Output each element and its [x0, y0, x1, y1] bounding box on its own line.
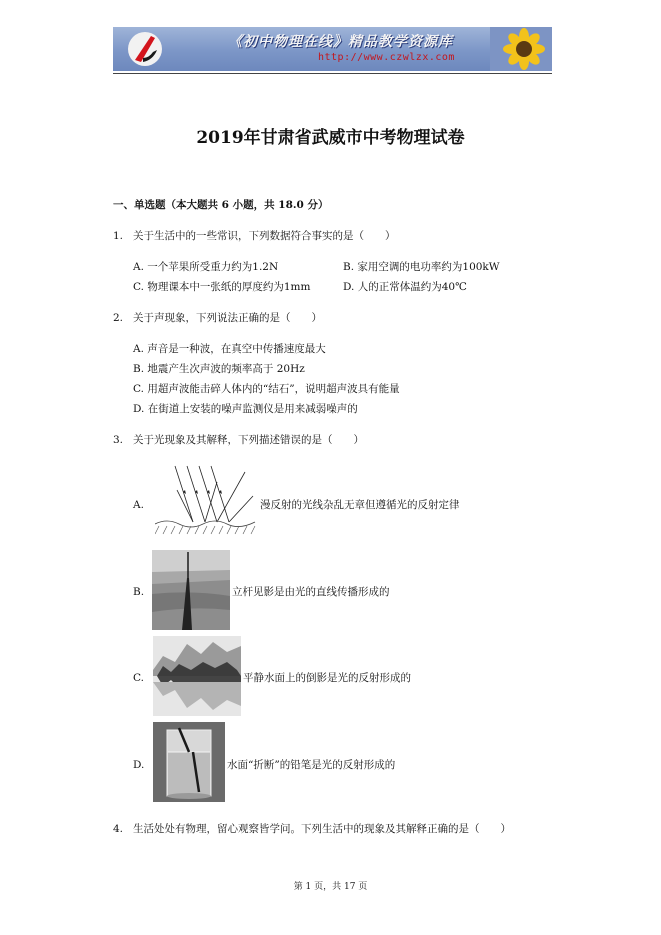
page-footer: 第 1 页，共 17 页 [293, 882, 368, 892]
option-b-letter: B. [133, 586, 145, 598]
option-d-text: 水面“折断”的铅笔是光的反射形成的 [227, 759, 396, 771]
option-c-letter: C. [133, 672, 144, 684]
exam-title: 2019年甘肃省武威市中考物理试卷 [196, 128, 465, 148]
option-b: B. 家用空调的电功率约为100kW [343, 261, 500, 273]
option-b-text: 立杆见影是由光的直线传播形成的 [232, 586, 390, 598]
banner-url: http://www.czwlzx.com [318, 52, 455, 63]
section-heading: 一、单选题（本大题共 6 小题，共 18.0 分） [113, 199, 329, 211]
sunflower-icon [490, 27, 552, 71]
question-stem: 生活处处有物理，留心观察皆学问。下列生活中的现象及其解释正确的是（ ） [133, 823, 511, 835]
site-logo-icon [125, 30, 165, 68]
question-number: 2. [113, 312, 124, 324]
pencil-in-water-photo [153, 722, 225, 802]
question-number: 3. [113, 434, 124, 446]
pole-shadow-photo [152, 550, 230, 630]
option-c: C. 物理课本中一张纸的厚度约为1mm [133, 281, 311, 293]
question-number: 1. [113, 230, 124, 242]
header-rule [113, 73, 552, 74]
option-a: A. 声音是一种波，在真空中传播速度最大 [133, 343, 326, 355]
option-b: B. 地震产生次声波的频率高于 20Hz [133, 363, 305, 375]
option-c-text: 平静水面上的倒影是光的反射形成的 [243, 672, 411, 684]
option-a: A. 一个苹果所受重力约为1.2N [133, 261, 279, 273]
question-stem: 关于光现象及其解释，下列描述错误的是（ ） [133, 434, 364, 446]
water-reflection-photo [153, 636, 241, 716]
diffuse-reflection-diagram [155, 462, 258, 542]
banner-slogan: 《初中物理在线》精品教学资源库 [228, 34, 453, 50]
question-stem: 关于生活中的一些常识，下列数据符合事实的是（ ） [133, 230, 396, 242]
option-d: D. 在街道上安装的噪声监测仪是用来减弱噪声的 [133, 403, 358, 415]
question-number: 4. [113, 823, 124, 835]
option-c: C. 用超声波能击碎人体内的“结石”，说明超声波具有能量 [133, 383, 400, 395]
header-banner [113, 27, 552, 71]
option-d: D. 人的正常体温约为40℃ [343, 281, 467, 293]
question-stem: 关于声现象，下列说法正确的是（ ） [133, 312, 322, 324]
option-a-text: 漫反射的光线杂乱无章但遵循光的反射定律 [260, 499, 460, 511]
option-a-letter: A. [133, 499, 144, 511]
option-d-letter: D. [133, 759, 145, 771]
